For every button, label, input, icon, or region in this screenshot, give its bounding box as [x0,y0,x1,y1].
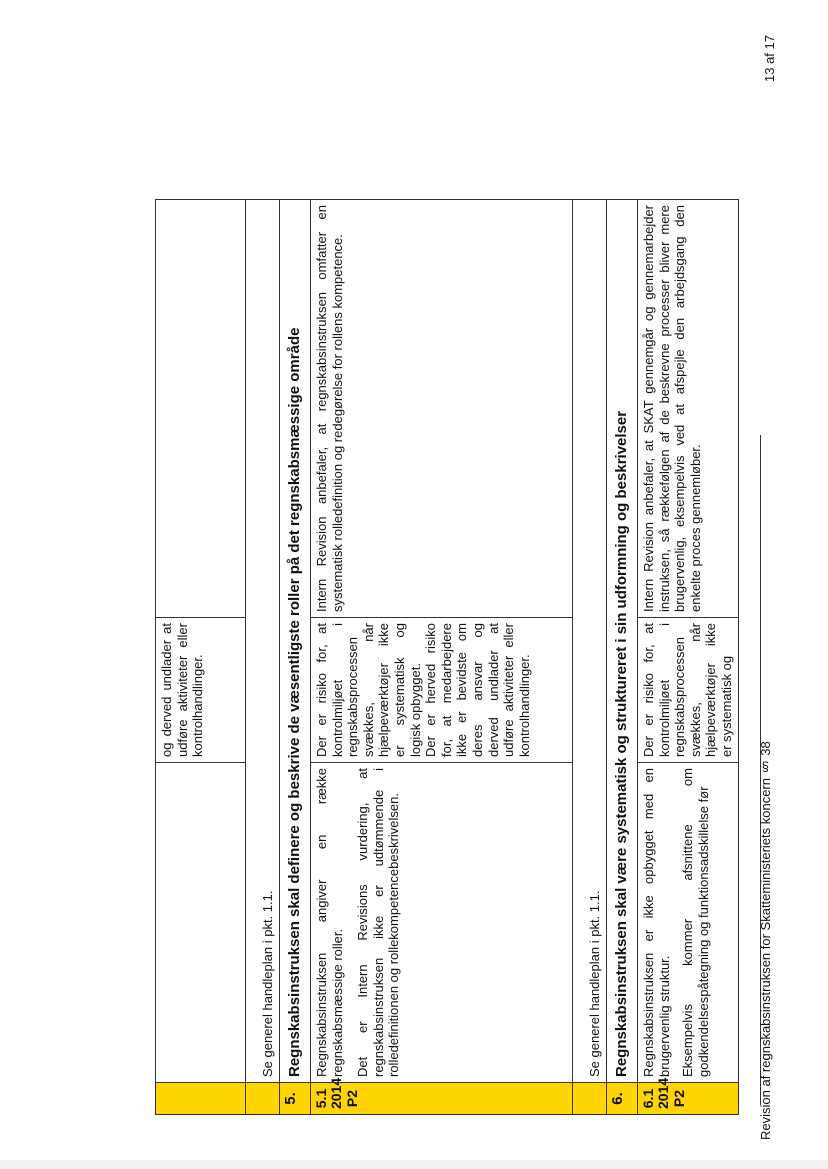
row-id: 5.1 [313,1088,329,1109]
section-heading: Regnskabsinstruksen skal være systematisk og struktureret i sin udformning og beskrivelser [607,200,638,1083]
recommendation-cell: Intern Revision anbefaler, at SKAT gennemgår og gennemarbejder instruksen, så rækkefølgen af de beskrevne processer bliver mere brugervenlig, eksempelvis ved at afspejle den arbejdsgang den enkelte proces gennemløber. [638,200,739,618]
risk-cell [311,618,573,763]
finding-cell [311,763,573,1083]
risk-text: Der er risiko for, at kontrolmiljøet i regnskabsprocessen svækkes, når hjælpeværktøjer ikke er systematisk og logisk opbygget. [314,623,423,757]
action-plan: Se generel handleplan i pkt. 1.1. [246,200,280,1083]
finding-text: Regnskabsinstruksen angiver en række regnskabsmæssige roller. [314,768,345,1077]
row-priority: P2 [343,1089,360,1108]
action-plan: Se generel handleplan i pkt. 1.1. [573,200,607,1083]
footer-text: Revision af regnskabsinstruksen for Skatteministeriets koncern § 38 [758,741,773,1140]
number-cell [156,1083,246,1115]
row-year: 2014 [328,1077,345,1109]
number-cell [246,1083,280,1115]
finding-text: Eksempelvis kommer afsnittene om godkendelsespåtegning og funktionsadskillelse før [680,768,711,1077]
finding-cell [638,763,739,1083]
section-number: 6. [607,1083,638,1115]
row-priority: P2 [670,1089,687,1108]
risk-text: Der er herved risiko for, at medarbejdere ikke er bevidste om deres ansvar og derved undlader at udføre aktiviteter eller kontrolhandlinger. [423,623,532,757]
row-year: 2014 [655,1077,672,1109]
section-number: 5. [280,1083,311,1115]
table-row [156,200,246,1115]
finding-text: Regnskabsinstruksen er ikke opbygget med en brugervenlig struktur. [641,768,672,1077]
table-row [638,200,739,1115]
row-id-cell [311,1077,573,1115]
row-id-cell [638,1077,739,1115]
page-number: 13 af 17 [762,35,777,82]
table-row [573,200,607,1115]
page-bottom-edge [0,1160,828,1169]
recommendation-cell: Intern Revision anbefaler, at regnskabsinstruksen omfatter en systematisk rolledefinition og redegørelse for rollens kompetence. [311,200,573,618]
number-cell [573,1083,607,1115]
risk-cell: Der er risiko for, at kontrolmiljøet i regnskabsprocessen svækkes, når hjælpeværktøjer ikke er systematisk og [638,618,739,763]
section-heading: Regnskabsinstruksen skal definere og beskrive de væsentligste roller på det regnskabsmæssige område [280,200,311,1083]
findings-table [155,199,739,1115]
table-row [311,200,573,1115]
section-heading-row [607,200,638,1115]
risk-cell: og derved undlader at udføre aktiviteter eller kontrolhandlinger. [156,618,246,763]
row-id: 6.1 [640,1088,656,1109]
rotated-page [155,200,745,1115]
recommendation-cell [156,200,246,618]
finding-text: Det er Intern Revisions vurdering, at regnskabsinstruksen ikke er udtømmende i rolledefinitionen og rollekompetencebeskrivelsen. [355,768,402,1077]
finding-cell [156,763,246,1083]
table-row [246,200,280,1115]
section-heading-row [280,200,311,1115]
